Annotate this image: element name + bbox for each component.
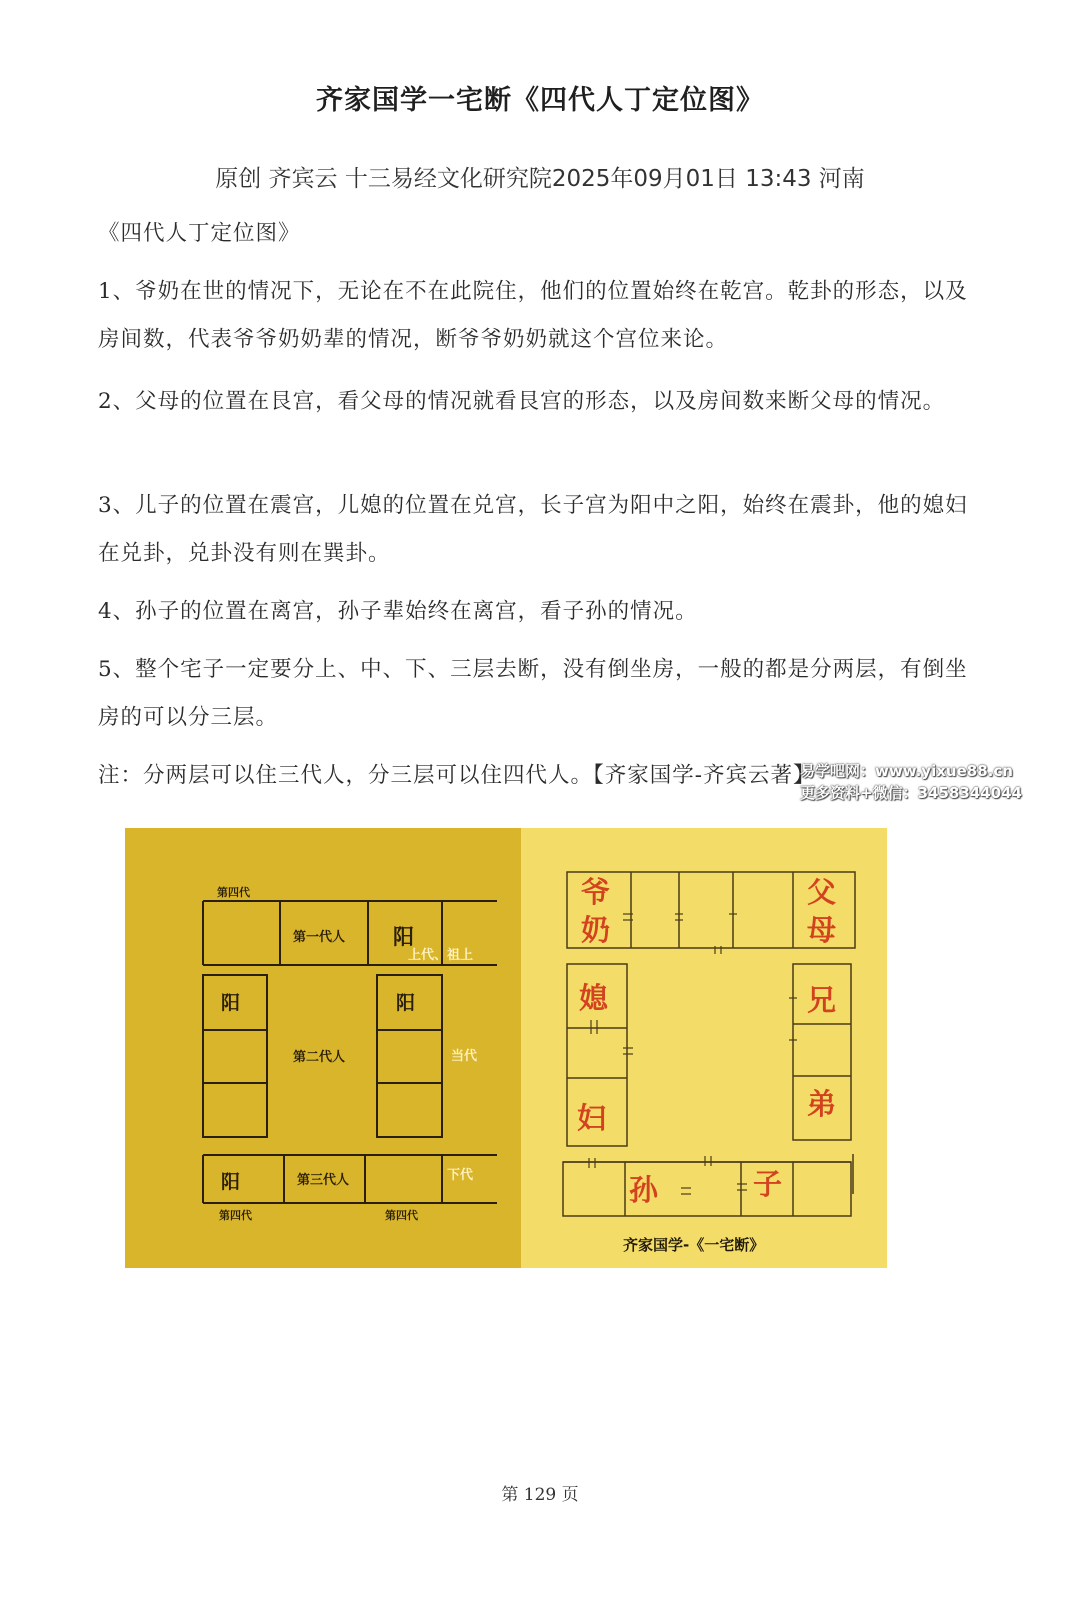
left-label-4th-bottom-left: 第四代 xyxy=(219,1209,252,1222)
left-yang-left: 阳 xyxy=(221,992,241,1014)
page-title: 齐家国学一宅断《四代人丁定位图》 xyxy=(316,85,764,116)
left-label-current: 当代 xyxy=(451,1049,478,1064)
right-char-sun: 孙 xyxy=(629,1173,659,1207)
right-char-ye: 爷 xyxy=(581,875,611,909)
note: 注：分两层可以住三代人，分三层可以住四代人。【齐家国学-齐宾云著】 xyxy=(98,763,816,788)
left-label-4th-top: 第四代 xyxy=(217,886,250,899)
house-diagram-figure xyxy=(125,828,887,1268)
left-yang-top: 阳 xyxy=(393,925,414,949)
left-label-1st: 第一代人 xyxy=(293,930,346,945)
watermark-line-2: 更多资料+微信：3458344044 xyxy=(800,784,1022,802)
left-yang-bottom: 阳 xyxy=(221,1171,241,1193)
left-label-lower: 下代 xyxy=(447,1168,474,1183)
watermark xyxy=(800,760,1070,804)
right-caption: 齐家国学-《一宅断》 xyxy=(623,1236,765,1254)
right-char-zi: 子 xyxy=(753,1167,783,1201)
watermark-line-1: 易学吧网：www.yixue88.cn xyxy=(800,762,1013,780)
paragraph-3: 3、儿子的位置在震宫，儿媳的位置在兑宫，长子宫为阳中之阳，始终在震卦，他的媳妇在兑卦，兑卦没有则在巽卦。 xyxy=(98,493,968,566)
right-char-nai: 奶 xyxy=(581,913,611,947)
right-char-fu2: 妇 xyxy=(577,1101,607,1135)
page-number: 第 129 页 xyxy=(501,1485,579,1505)
left-panel xyxy=(125,828,521,1268)
right-char-xiong: 兄 xyxy=(807,983,837,1017)
paragraph-4: 4、孙子的位置在离宫，孙子辈始终在离宫，看子孙的情况。 xyxy=(98,599,698,624)
left-label-4th-bottom-right: 第四代 xyxy=(385,1209,418,1222)
paragraph-2: 2、父母的位置在艮宫，看父母的情况就看艮宫的形态，以及房间数来断父母的情况。 xyxy=(98,389,946,414)
left-yang-right: 阳 xyxy=(396,992,416,1014)
right-panel xyxy=(521,828,887,1268)
right-char-xi: 媳 xyxy=(579,981,609,1015)
right-char-fu: 父 xyxy=(807,875,837,909)
subtitle: 《四代人丁定位图》 xyxy=(98,221,301,246)
right-char-di: 弟 xyxy=(807,1087,837,1121)
left-label-upper: 上代、祖上 xyxy=(408,948,474,963)
right-char-mu: 母 xyxy=(807,913,837,947)
left-label-2nd: 第二代人 xyxy=(293,1050,346,1065)
left-label-3rd: 第三代人 xyxy=(297,1173,350,1188)
byline: 原创 齐宾云 十三易经文化研究院2025年09月01日 13:43 河南 xyxy=(215,166,865,192)
paragraph-5: 5、整个宅子一定要分上、中、下、三层去断，没有倒坐房，一般的都是分两层，有倒坐房的可以分三层。 xyxy=(98,657,968,730)
house-diagram-svg xyxy=(125,828,887,1268)
paragraph-1: 1、爷奶在世的情况下，无论在不在此院住，他们的位置始终在乾宫。乾卦的形态，以及房间数，代表爷爷奶奶辈的情况，断爷爷奶奶就这个宫位来论。 xyxy=(98,279,968,352)
